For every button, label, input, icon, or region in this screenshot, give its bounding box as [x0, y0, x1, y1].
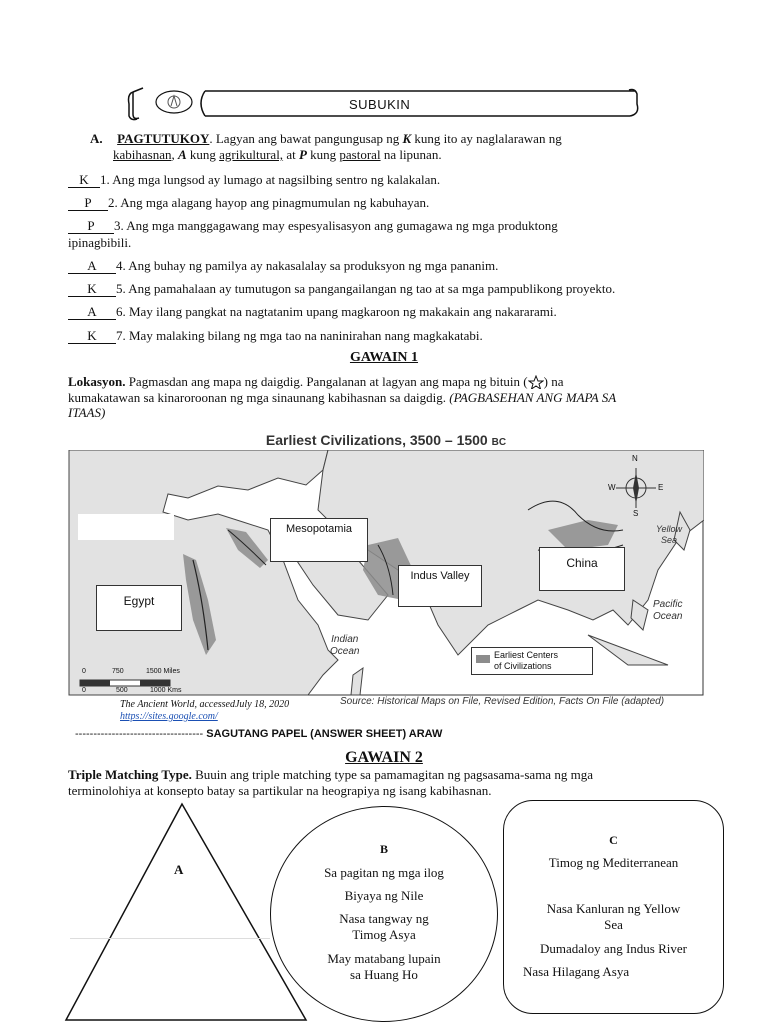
- answer-blank[interactable]: A: [68, 305, 116, 320]
- list-item: [68, 218, 558, 234]
- list-item: [68, 258, 498, 274]
- kabihasnan-term: kabihasnan: [113, 147, 172, 162]
- list-item: [68, 195, 429, 211]
- reference-text: The Ancient World, accessedJuly 18, 2020: [120, 699, 290, 710]
- part-title: PAGTUTUKOY: [117, 131, 210, 146]
- pastoral-term: pastoral: [339, 147, 381, 162]
- type-label: Triple Matching Type.: [68, 767, 192, 782]
- scale-miles-0: 0: [82, 668, 86, 675]
- label-mesopotamia: Mesopotamia: [285, 523, 353, 535]
- comma: ,: [171, 147, 175, 162]
- legend-line: of Civilizations: [494, 661, 552, 671]
- subukin-title: SUBUKIN: [349, 97, 411, 112]
- answer-sheet-divider: [75, 728, 442, 740]
- list-item: [68, 328, 483, 344]
- compass-n: N: [632, 454, 638, 463]
- compass-w: W: [608, 483, 616, 492]
- map-title: [68, 432, 704, 448]
- map-legend: [471, 647, 593, 675]
- item-continuation: ipinagbibili.: [68, 235, 132, 250]
- agrikultural-term: agrikultural,: [219, 147, 284, 162]
- item-text: 7. May malaking bilang ng mga tao na naninirahan nang magkakatabi.: [116, 328, 483, 343]
- answer-blank[interactable]: K: [68, 329, 116, 344]
- answer-blank[interactable]: P: [68, 219, 114, 234]
- instr-italic: (PAGBASEHAN ANG MAPA SA: [449, 390, 617, 405]
- legend-swatch: [476, 655, 490, 663]
- instr-text: Buuin ang triple matching type sa pamamagitan ng pagsasama-sama ng mga: [191, 767, 593, 782]
- label-box-china[interactable]: [539, 547, 625, 591]
- blank-label-box[interactable]: [78, 514, 174, 540]
- b-item: Biyaya ng Nile: [344, 888, 424, 903]
- part-letter: A.: [90, 131, 103, 146]
- lokasyon-label: Lokasyon.: [68, 374, 126, 389]
- b-item: Sa pagitan ng mga ilog: [324, 865, 444, 880]
- item-text: 6. May ilang pangkat na nagtatanim upang magkaroon ng makakain ang nakararami.: [116, 304, 557, 319]
- answer-blank[interactable]: K: [68, 173, 100, 188]
- answer-blank[interactable]: P: [68, 196, 108, 211]
- faint-divider: [70, 938, 270, 939]
- gawain1-instructions-2: [68, 390, 616, 406]
- item-text: 5. Ang pamahalaan ay tumutugon sa pangangailangan ng tao at sa mga pampublikong proyekto.: [116, 281, 616, 296]
- instr-text: Pagmasdan ang mapa ng daigdig. Pangalanan at lagyan ang mapa ng bituin (: [125, 374, 528, 389]
- dashes: -----------------------------------: [75, 728, 204, 740]
- map-title-text: Earliest Civilizations, 3500 – 1500: [265, 432, 492, 448]
- c-item: Timog ng Mediterranean: [548, 855, 679, 870]
- item-text: 1. Ang mga lungsod ay lumago at nagsilbing sentro ng kalakalan.: [100, 172, 441, 187]
- ocean-label-line: Ocean: [653, 611, 683, 622]
- scale-miles-1: 750: [112, 668, 124, 675]
- map-source: Source: Historical Maps on File, Revised Edition, Facts On File (adapted): [340, 696, 665, 707]
- k-letter: K: [402, 131, 412, 146]
- label-china: China: [566, 556, 598, 570]
- p-letter: P: [298, 147, 307, 162]
- list-item: [68, 172, 440, 188]
- item-text: 4. Ang buhay ng pamilya ay nakasalalay sa produksyon ng mga pananim.: [116, 258, 499, 273]
- label-indus-valley: Indus Valley: [410, 570, 470, 582]
- instr-text: na lipunan.: [380, 147, 442, 162]
- ocean-label-line: Ocean: [330, 646, 360, 657]
- gawain2-instructions: [68, 767, 593, 783]
- answer-sheet-label: SAGUTANG PAPEL (ANSWER SHEET) ARAW: [206, 728, 443, 740]
- c-item: Nasa Hilagang Asya: [523, 964, 630, 979]
- ocean-label-line: Pacific: [653, 599, 683, 610]
- sea-label-yellow: [656, 524, 682, 546]
- label-box-indus[interactable]: [398, 565, 482, 607]
- label-box-mesopotamia[interactable]: [270, 518, 368, 562]
- gawain1-instructions-3: ITAAS): [68, 405, 106, 420]
- c-item: Nasa Kanluran ng Yellow Sea: [546, 901, 681, 932]
- instr-text: kumakatawan sa kinaroroonan ng mga sinaunang kabihasnan sa daigdig.: [68, 390, 446, 405]
- civilizations-map: [68, 424, 704, 714]
- legend-line: Earliest Centers: [494, 650, 559, 660]
- a-letter: A: [177, 147, 187, 162]
- instr-text: . Lagyan ang bawat pangungusap ng: [209, 131, 403, 146]
- gawain1-instructions: [68, 374, 563, 390]
- gawain2-heading: GAWAIN 2: [345, 749, 423, 766]
- label-egypt: Egypt: [123, 594, 155, 608]
- instr-text: kung: [306, 147, 340, 162]
- part-a-instructions: [90, 131, 562, 147]
- subukin-banner: [125, 86, 643, 122]
- scale-km-2: 1000 Kms: [150, 687, 182, 694]
- map-reference: [120, 699, 289, 723]
- triangle-a-label: A: [174, 862, 184, 877]
- list-item: [68, 281, 615, 297]
- reference-link[interactable]: https://sites.google.com/: [120, 711, 218, 722]
- instr-text: ) na: [543, 374, 564, 389]
- sea-label-line: Sea: [661, 535, 678, 545]
- gawain2-instructions-2: terminolohiya at konsepto batay sa partikular na heograpiya ng isang kabihasnan.: [68, 783, 492, 798]
- item-text: 2. Ang mga alagang hayop ang pinagmumulan ng kabuhayan.: [108, 195, 430, 210]
- b-item: Nasa tangway ng Timog Asya: [339, 911, 429, 942]
- gawain1-heading: GAWAIN 1: [349, 350, 419, 365]
- instr-text: kung: [186, 147, 220, 162]
- scale-km-0: 0: [82, 687, 86, 694]
- scale-miles-2: 1500 Miles: [146, 668, 180, 675]
- answer-blank[interactable]: A: [68, 259, 116, 274]
- circle-b-label: B: [379, 842, 388, 856]
- c-item: Dumadaloy ang Indus River: [540, 941, 687, 956]
- scale-km-1: 500: [116, 687, 128, 694]
- box-c-label: C: [609, 833, 618, 847]
- answer-blank[interactable]: K: [68, 282, 116, 297]
- list-item: [68, 304, 557, 320]
- part-a-instructions-2: [113, 147, 442, 163]
- instr-text: kung ito ay naglalarawan ng: [411, 131, 562, 146]
- compass-e: E: [658, 483, 664, 492]
- sea-label-line: Yellow: [656, 524, 683, 534]
- b-item: May matabang lupain sa Huang Ho: [327, 951, 441, 982]
- compass-s: S: [633, 509, 639, 518]
- ocean-label-indian: [330, 634, 359, 658]
- ocean-label-pacific: [653, 599, 682, 623]
- star-icon: [528, 375, 544, 389]
- map-title-bc: BC: [491, 437, 507, 448]
- ocean-label-line: Indian: [331, 634, 359, 645]
- item-text: 3. Ang mga manggagawang may espesyalisasyon ang gumagawa ng mga produktong: [114, 218, 558, 233]
- label-box-egypt[interactable]: [96, 585, 182, 631]
- instr-text: at: [283, 147, 299, 162]
